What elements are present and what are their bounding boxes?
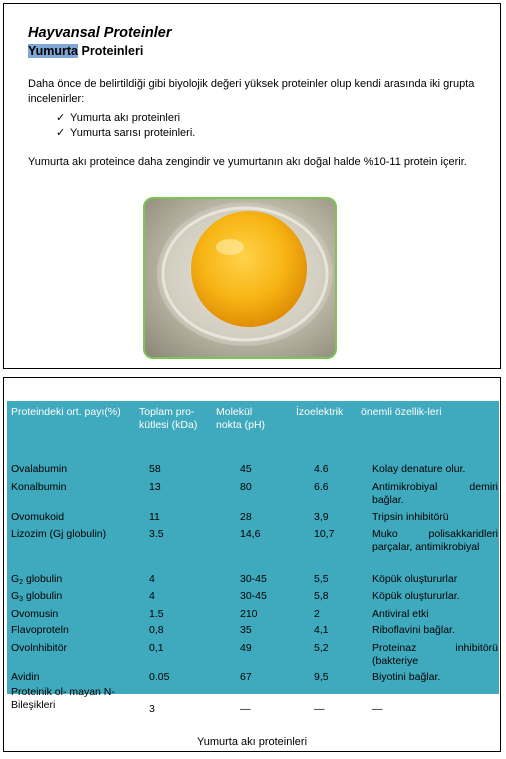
table-cell-pct: 3 xyxy=(149,703,155,715)
table-cell-name: $G_3$ globulin xyxy=(11,590,63,603)
table-cell-name: Konalbumin xyxy=(11,481,67,493)
table-cell-note: Kolay denature olur. xyxy=(372,463,466,475)
checklist-item-label: Yumurta akı proteinleri xyxy=(70,112,181,124)
intro-paragraph: Daha önce de belirtildiği gibi biyolojik değeri yüksek proteinler olup kendi arasında iki grupta incelenirler: xyxy=(28,78,475,105)
page-title: Hayvansal Proteinler xyxy=(28,25,172,41)
table-cell-pi: — xyxy=(314,703,325,715)
check-icon: ✓ xyxy=(56,112,66,124)
page-subtitle xyxy=(28,44,143,58)
table-cell-mw: 45 xyxy=(240,463,252,475)
egg-photo xyxy=(143,197,337,359)
table-cell-mw: 49 xyxy=(240,642,252,654)
table-cell-pi: 5,2 xyxy=(314,642,329,654)
table-cell-mw: 30-45 xyxy=(240,590,267,602)
table-cell-mw: — xyxy=(240,703,251,715)
table-cell-mw: 35 xyxy=(240,624,252,636)
table-cell-name: Proteinik ol- mayan N-Bileşikleri xyxy=(11,686,115,711)
table-cell-mw: 210 xyxy=(240,608,258,620)
table-cell-note: Antimikrobiyal demiri bağlar. xyxy=(372,481,498,506)
table-cell-mw: 67 xyxy=(240,671,252,683)
table-cell-pi: 3,9 xyxy=(314,511,329,523)
slide-page-2 xyxy=(3,377,501,752)
table-cell-name: Flavoproteln xyxy=(11,624,69,636)
table-cell-note: Proteinaz inhibitörü (bakteriye xyxy=(372,642,498,667)
table-cell-pi: 10,7 xyxy=(314,528,335,540)
table-cell-name: $G_2$ globulin xyxy=(11,573,63,586)
table-cell-pi: 2 xyxy=(314,608,320,620)
table-cell-note: Antiviral etki xyxy=(372,608,429,620)
checklist-item xyxy=(56,111,195,126)
table-cell-pct: 4 xyxy=(149,590,155,602)
header-total: Toplam pro- kütlesi (kDa) xyxy=(139,406,198,431)
check-icon: ✓ xyxy=(56,127,66,139)
table-cell-pct: 3.5 xyxy=(149,528,164,540)
egg-yolk xyxy=(191,211,307,327)
checklist-item-label: Yumurta sarısı proteinleri. xyxy=(70,127,196,139)
table-cell-pct: 11 xyxy=(149,511,160,523)
table-cell-pct: 1.5 xyxy=(149,608,164,620)
table-cell-note: Tripsin inhibitörü xyxy=(372,511,449,523)
table-cell-note: Biyotini bağlar. xyxy=(372,671,441,683)
table-caption: Yumurta akı proteinleri xyxy=(196,736,308,748)
table-cell-note: Köpük oluştururlar. xyxy=(372,590,460,602)
table-cell-name: Ovolnhibitör xyxy=(11,642,68,654)
header-protein: Proteindeki ort. payı(%) xyxy=(11,406,121,418)
table-cell-name: Ovalabumin xyxy=(11,463,68,475)
checklist xyxy=(56,111,195,141)
table-cell-name: Ovomusin xyxy=(11,608,59,620)
table-cell-pct: 0,8 xyxy=(149,624,164,636)
table-cell-pct: 13 xyxy=(149,481,161,493)
table-cell-note: Muko polisakkaridleri parçalar, antimikrobiyal xyxy=(372,528,498,553)
table-cell-note: Riboflavini bağlar. xyxy=(372,624,455,636)
table-cell-pct: 4 xyxy=(149,573,155,585)
table-cell-note: — xyxy=(372,703,383,715)
table-cell-pi: 6.6 xyxy=(314,481,329,493)
subtitle-highlight[interactable]: Yumurta xyxy=(28,44,79,58)
table-cell-mw: 80 xyxy=(240,481,252,493)
table-cell-pct: 0.05 xyxy=(149,671,170,683)
table-cell-pi: 4.6 xyxy=(314,463,329,475)
table-cell-mw: 28 xyxy=(240,511,252,523)
table-cell-pi: 5,8 xyxy=(314,590,329,602)
subtitle-rest: Proteinleri xyxy=(78,44,144,58)
header-izo: İzoelektrik xyxy=(296,406,344,418)
table-cell-pi: 5,5 xyxy=(314,573,329,585)
table-cell-pi: 4,1 xyxy=(314,624,329,636)
header-molecule: Molekül nokta (pH) xyxy=(216,406,266,431)
table-cell-note: Köpük oluştururlar xyxy=(372,573,458,585)
table-cell-name: Avidin xyxy=(11,671,40,683)
table-cell-pct: 0,1 xyxy=(149,642,164,654)
table-cell-pi: 9,5 xyxy=(314,671,329,683)
table-cell-mw: 30-45 xyxy=(240,573,267,585)
checklist-item xyxy=(56,126,195,141)
slide-page-1 xyxy=(3,3,501,369)
header-onemli: önemli özellik-leri xyxy=(361,406,442,418)
table-cell-pct: 58 xyxy=(149,463,161,475)
table-cell-mw: 14,6 xyxy=(240,528,261,540)
table-cell-name: Ovomukoid xyxy=(11,511,65,523)
content-paragraph: Yumurta akı proteince daha zengindir ve yumurtanın akı doğal halde %10-11 protein içerir. xyxy=(28,156,467,168)
table-cell-name: Lizozim (Gj globulin) xyxy=(11,528,107,540)
